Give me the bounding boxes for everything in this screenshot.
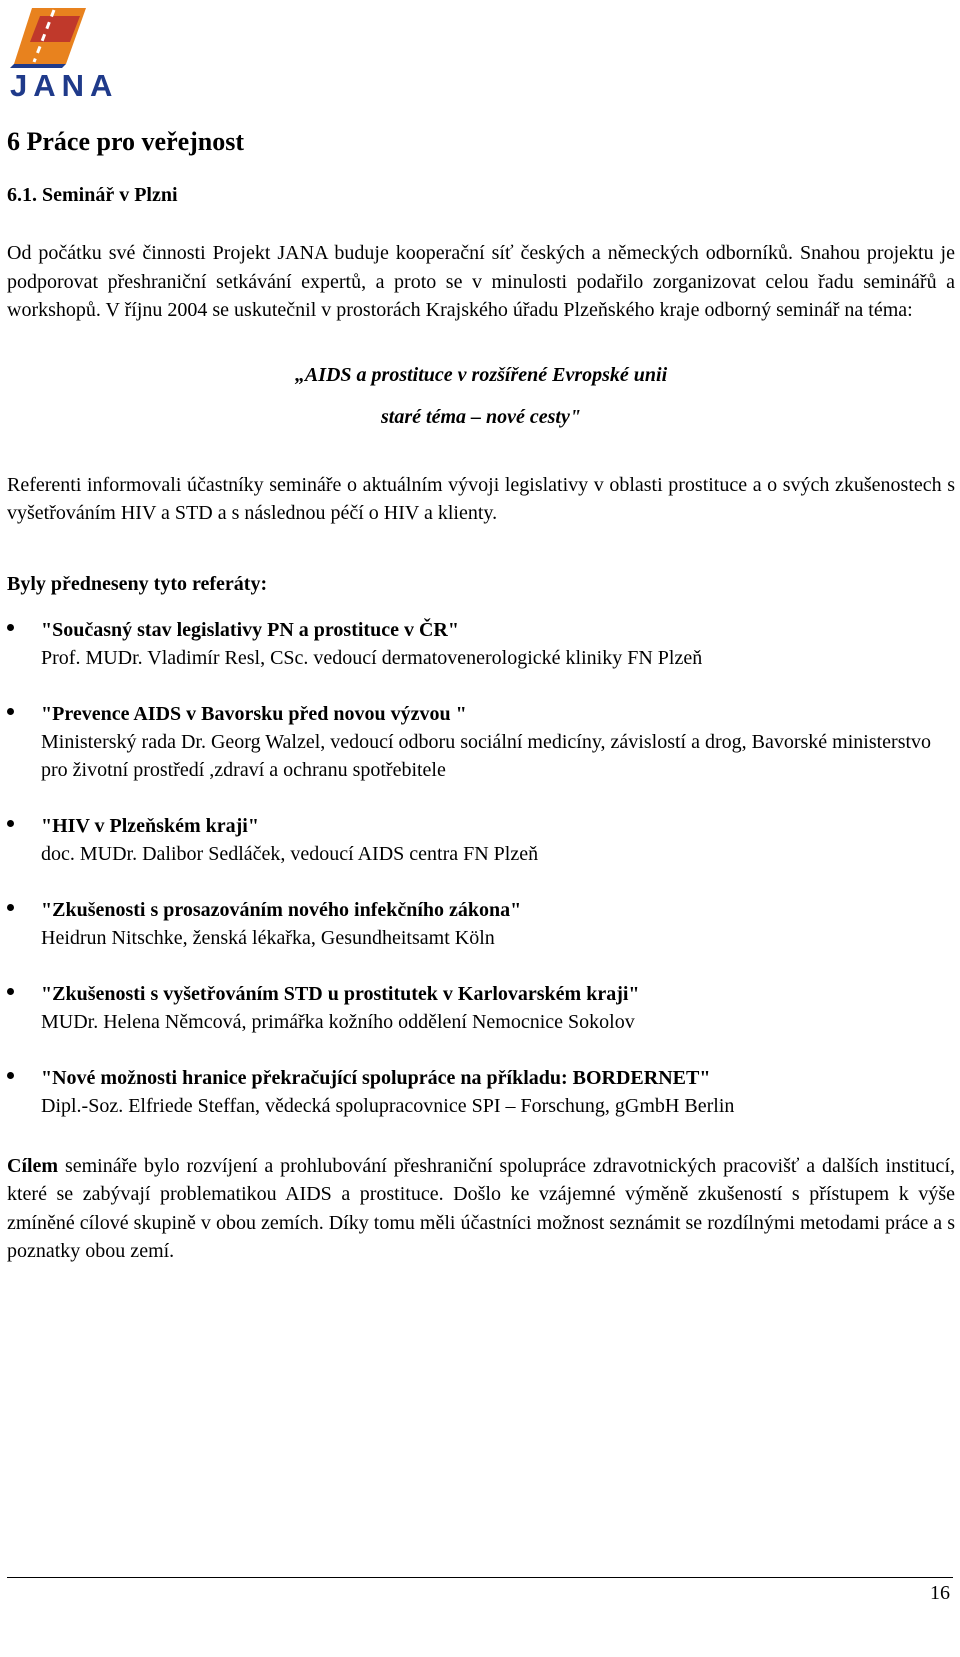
page-number: 16 [930,1582,950,1604]
seminar-title-line1: „AIDS a prostituce v rozšířené Evropské unii [294,363,668,386]
talk-title: "Současný stav legislativy PN a prostituce v ČR" [41,618,459,641]
talks-list [7,616,955,1120]
talk-speaker: MUDr. Helena Němcová, primářka kožního oddělení Nemocnice Sokolov [41,1010,635,1033]
bullet-icon [7,988,14,995]
talk-speaker: Dipl.-Soz. Elfriede Steffan, vědecká spolupracovnice SPI – Forschung, gGmbH Berlin [41,1094,735,1117]
talk-title: "Zkušenosti s vyšetřováním STD u prostitutek v Karlovarském kraji" [41,982,640,1005]
referenti-paragraph: Referenti informovali účastníky semináře o aktuálním vývoji legislativy v oblasti prostituce a o svých zkušenostech s vyšetřováním HIV a STD a s následnou péčí o HIV a klienty. [7,473,955,525]
talk-title: "HIV v Plzeňském kraji" [41,814,259,837]
goal-paragraph [7,1152,955,1266]
list-item [7,700,955,784]
list-item [7,616,955,672]
talk-speaker: Prof. MUDr. Vladimír Resl, CSc. vedoucí dermatovenerologické kliniky FN Plzeň [41,646,703,669]
seminar-title-line2: staré téma – nové cesty" [381,405,581,428]
list-item [7,1064,955,1120]
list-item [7,980,955,1036]
footer-divider [7,1577,953,1578]
talk-title: "Zkušenosti s prosazováním nového infekčního zákona" [41,898,522,921]
bullet-icon [7,904,14,911]
subsection-heading: 6.1. Seminář v Plzni [7,184,178,207]
talks-heading: Byly předneseny tyto referáty: [7,572,268,595]
section-heading: 6 Práce pro veřejnost [7,127,245,156]
jana-logo [10,6,130,102]
bullet-icon [7,624,14,631]
talk-speaker: doc. MUDr. Dalibor Sedláček, vedoucí AIDS centra FN Plzeň [41,842,539,865]
bullet-icon [7,1072,14,1079]
goal-lead: Cílem [7,1154,59,1177]
talk-speaker: Heidrun Nitschke, ženská lékařka, Gesundheitsamt Köln [41,926,495,949]
bullet-icon [7,708,14,715]
talk-speaker: Ministerský rada Dr. Georg Walzel, vedoucí odboru sociální medicíny, závislostí a drog, Bavorské ministerstvo pro životní prostředí ,zdraví a ochranu spotřebitele [41,730,932,781]
goal-text: semináře bylo rozvíjení a prohlubování přeshraniční spolupráce zdravotnických pracovišť a dalších institucí, které se zabývají problematikou AIDS a prostituce. Došlo ke vzájemné výměně zkušeností s přístupem k výše zmíněné cílové skupině v obou zemích. Díky tomu měli účastníci možnost seznámit se rozdílnými metodami práce a s poznatky obou zemí. [7,1154,955,1263]
logo-text: JANA [10,68,119,103]
intro-paragraph: Od počátku své činnosti Projekt JANA buduje kooperační síť českých a německých odborníků. Snahou projektu je podporovat přeshraniční setkávání expertů, a proto se v minulosti podařilo zorganizovat celou řadu seminářů a workshopů. V říjnu 2004 se uskutečnil v prostorách Krajského úřadu Plzeňského kraje odborný seminář na téma: [7,242,955,322]
page-content [7,122,955,1266]
bullet-icon [7,820,14,827]
talk-title: "Nové možnosti hranice překračující spolupráce na příkladu: BORDERNET" [41,1066,711,1089]
talk-title: "Prevence AIDS v Bavorsku před novou výzvou " [41,702,467,725]
logo-road-icon [10,6,90,68]
list-item [7,812,955,868]
list-item [7,896,955,952]
